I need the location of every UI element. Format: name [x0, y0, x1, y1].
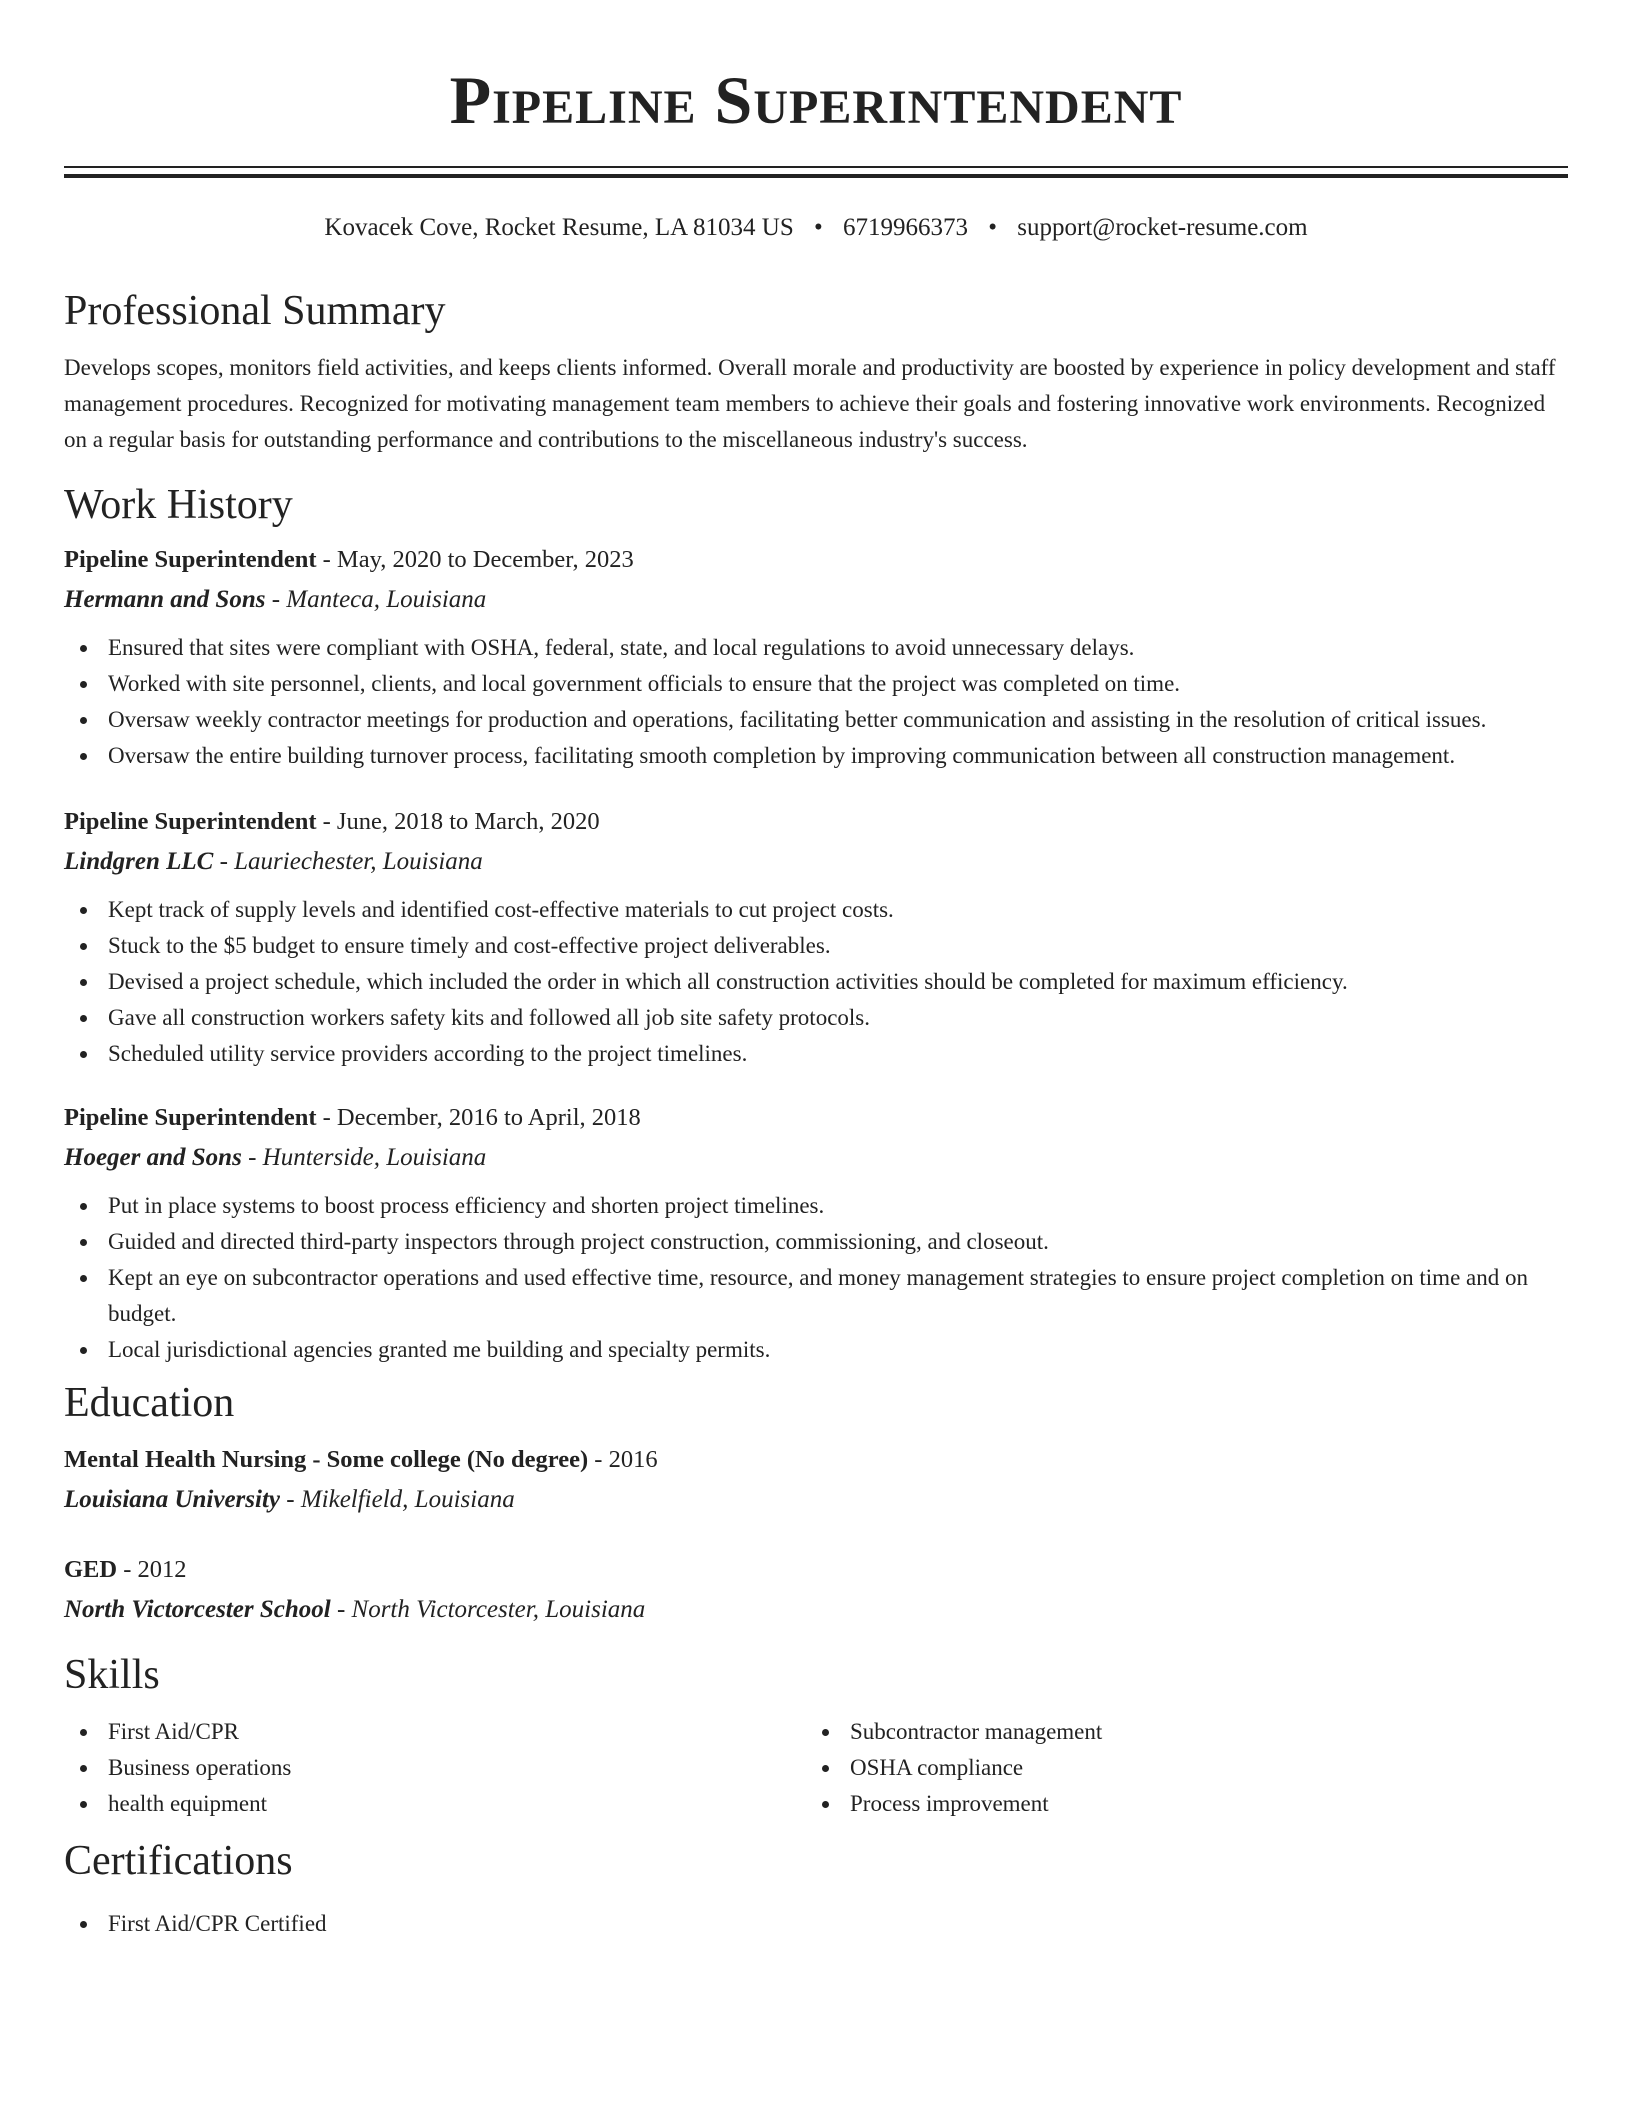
job-dates: - May, 2020 to December, 2023 — [316, 546, 634, 573]
list-item: Guided and directed third-party inspectors through project construction, commissioning, and closeout. — [64, 1224, 1568, 1260]
contact-email: support@rocket-resume.com — [1017, 214, 1308, 241]
education-school-line — [64, 1590, 1568, 1630]
education-school: Louisiana University — [64, 1486, 280, 1513]
job-bullets — [64, 892, 1568, 1072]
certifications-heading: Certifications — [64, 1838, 293, 1884]
job-role: Pipeline Superintendent — [64, 808, 317, 835]
job-company: Hermann and Sons — [64, 586, 266, 613]
job-header — [64, 802, 1568, 842]
education-location: - Mikelfield, Louisiana — [280, 1486, 515, 1513]
header-rule-thin — [64, 166, 1568, 168]
job-role: Pipeline Superintendent — [64, 1104, 317, 1131]
skill-item: First Aid/CPR — [64, 1714, 806, 1750]
list-item: Worked with site personnel, clients, and local government officials to ensure that the project was completed on time. — [64, 666, 1568, 702]
bullet-separator: • — [988, 214, 998, 241]
list-item: Stuck to the $5 budget to ensure timely and cost-effective project deliverables. — [64, 928, 1568, 964]
skills-column-left — [64, 1714, 806, 1822]
job-dates: - December, 2016 to April, 2018 — [316, 1104, 641, 1131]
certification-item: First Aid/CPR Certified — [64, 1906, 1568, 1942]
job-role: Pipeline Superintendent — [64, 546, 317, 573]
resume-page — [64, 0, 1568, 1942]
contact-line — [64, 212, 1568, 244]
contact-phone: 6719966373 — [843, 214, 969, 241]
list-item: Oversaw weekly contractor meetings for production and operations, facilitating better communication and assisting in the resolution of critical issues. — [64, 702, 1568, 738]
list-item: Devised a project schedule, which included the order in which all construction activities should be completed for maximum efficiency. — [64, 964, 1568, 1000]
skills-grid — [64, 1714, 1568, 1822]
summary-heading: Professional Summary — [64, 288, 446, 334]
education-school-line — [64, 1480, 1568, 1520]
bullet-separator: • — [814, 214, 823, 241]
job-location: - Hunterside, Louisiana — [241, 1144, 487, 1171]
job-location: - Manteca, Louisiana — [265, 586, 487, 613]
contact-address: Kovacek Cove, Rocket Resume, LA 81034 US — [324, 214, 794, 241]
job-company-line — [64, 842, 1568, 882]
education-degree: Mental Health Nursing - Some college (No degree) — [64, 1446, 589, 1473]
job-entry — [64, 802, 1568, 1072]
skill-item: Subcontractor management — [806, 1714, 1548, 1750]
job-location: - Lauriechester, Louisiana — [213, 848, 483, 875]
list-item: Ensured that sites were compliant with OSHA, federal, state, and local regulations to avoid unnecessary delays. — [64, 630, 1568, 666]
education-header — [64, 1440, 1568, 1480]
skills-heading: Skills — [64, 1652, 160, 1698]
skill-item: Business operations — [64, 1750, 806, 1786]
job-company-line — [64, 580, 1568, 620]
list-item: Gave all construction workers safety kits and followed all job site safety protocols. — [64, 1000, 1568, 1036]
job-dates: - June, 2018 to March, 2020 — [316, 808, 600, 835]
job-entry — [64, 540, 1568, 774]
job-company: Lindgren LLC — [64, 848, 214, 875]
list-item: Kept an eye on subcontractor operations and used effective time, resource, and money management strategies to ensure project completion on time and on budget. — [64, 1260, 1568, 1332]
job-bullets — [64, 1188, 1568, 1368]
list-item: Scheduled utility service providers according to the project timelines. — [64, 1036, 1568, 1072]
job-company: Hoeger and Sons — [64, 1144, 242, 1171]
job-bullets — [64, 630, 1568, 774]
skill-item: Process improvement — [806, 1786, 1548, 1822]
education-header — [64, 1550, 1568, 1590]
education-heading: Education — [64, 1380, 235, 1426]
education-year: - 2012 — [117, 1556, 187, 1583]
education-degree: GED — [64, 1556, 118, 1583]
resume-name: Pipeline Superintendent — [449, 62, 1183, 138]
header-rule-thick — [64, 174, 1568, 178]
list-item: Kept track of supply levels and identified cost-effective materials to cut project costs. — [64, 892, 1568, 928]
summary-text: Develops scopes, monitors field activities, and keeps clients informed. Overall morale and productivity are boosted by experience in policy development and staff management procedures. Recognized for motivating management team members to achieve their goals and fostering innovative work environments. Recognized on a regular basis for outstanding performance and contributions to the miscellaneous industry's success. — [64, 355, 1556, 452]
education-year: - 2016 — [588, 1446, 658, 1473]
education-school: North Victorcester School — [64, 1596, 331, 1623]
list-item: Local jurisdictional agencies granted me building and specialty permits. — [64, 1332, 1568, 1368]
job-entry — [64, 1098, 1568, 1368]
education-entry — [64, 1550, 1568, 1630]
education-location: - North Victorcester, Louisiana — [330, 1596, 646, 1623]
education-entry — [64, 1440, 1568, 1520]
work-history-heading: Work History — [64, 482, 293, 528]
skill-item: OSHA compliance — [806, 1750, 1548, 1786]
skill-item: health equipment — [64, 1786, 806, 1822]
job-company-line — [64, 1138, 1568, 1178]
job-header — [64, 1098, 1568, 1138]
list-item: Oversaw the entire building turnover process, facilitating smooth completion by improving communication between all construction management. — [64, 738, 1568, 774]
skills-column-right — [806, 1714, 1548, 1822]
list-item: Put in place systems to boost process efficiency and shorten project timelines. — [64, 1188, 1568, 1224]
certifications-list — [64, 1906, 1568, 1942]
job-header — [64, 540, 1568, 580]
